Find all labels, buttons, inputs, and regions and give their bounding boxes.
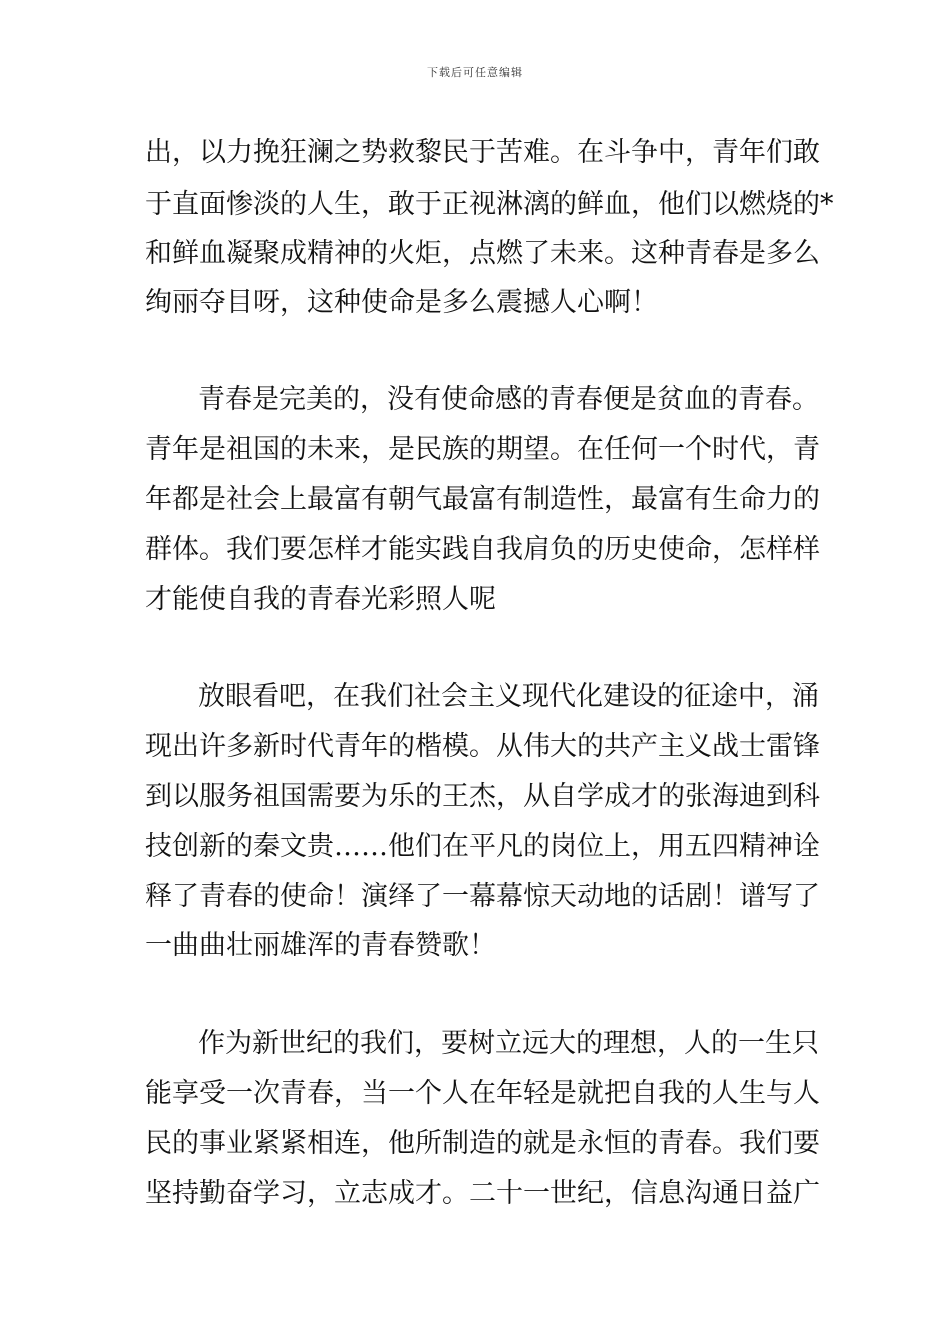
text-line: 到以服务祖国需要为乐的王杰，从自学成才的张海迪到科 [145,781,820,812]
text-line: 绚丽夺目呀，这种使命是多么震撼人心啊！ [145,287,658,318]
text-line: 才能使自我的青春光彩照人呢 [145,584,496,615]
text-line: 青年是祖国的未来，是民族的期望。在任何一个时代，青 [145,434,820,465]
text-line: 放眼看吧，在我们社会主义现代化建设的征途中，涌 [198,681,819,712]
page-header: 下载后可任意编辑 [427,66,523,79]
text-line: 青春是完美的，没有使命感的青春便是贫血的青春。 [198,384,819,415]
text-line: 民的事业紧紧相连，他所制造的就是永恒的青春。我们要 [145,1128,820,1159]
text-line: 技创新的秦文贵……他们在平凡的岗位上，用五四精神诠 [145,831,820,862]
text-line: 群体。我们要怎样才能实践自我肩负的历史使命，怎样样 [145,534,820,565]
text-line: 坚持勤奋学习，立志成才。二十一世纪，信息沟通日益广 [145,1178,820,1209]
text-line: 和鲜血凝聚成精神的火炬，点燃了未来。这种青春是多么 [145,238,820,269]
text-line: 现出许多新时代青年的楷模。从伟大的共产主义战士雷锋 [145,731,820,762]
text-line: 于直面惨淡的人生，敢于正视淋漓的鲜血，他们以燃烧的* [145,189,834,220]
text-line: 一曲曲壮丽雄浑的青春赞歌！ [145,930,496,961]
text-line: 作为新世纪的我们，要树立远大的理想，人的一生只 [198,1028,819,1059]
text-line: 年都是社会上最富有朝气最富有制造性，最富有生命力的 [145,484,820,515]
text-line: 出，以力挽狂澜之势救黎民于苦难。在斗争中，青年们敢 [145,137,820,168]
text-line: 能享受一次青春，当一个人在年轻是就把自我的人生与人 [145,1078,820,1109]
text-line: 释了青春的使命！演绎了一幕幕惊天动地的话剧！谱写了 [145,881,820,912]
